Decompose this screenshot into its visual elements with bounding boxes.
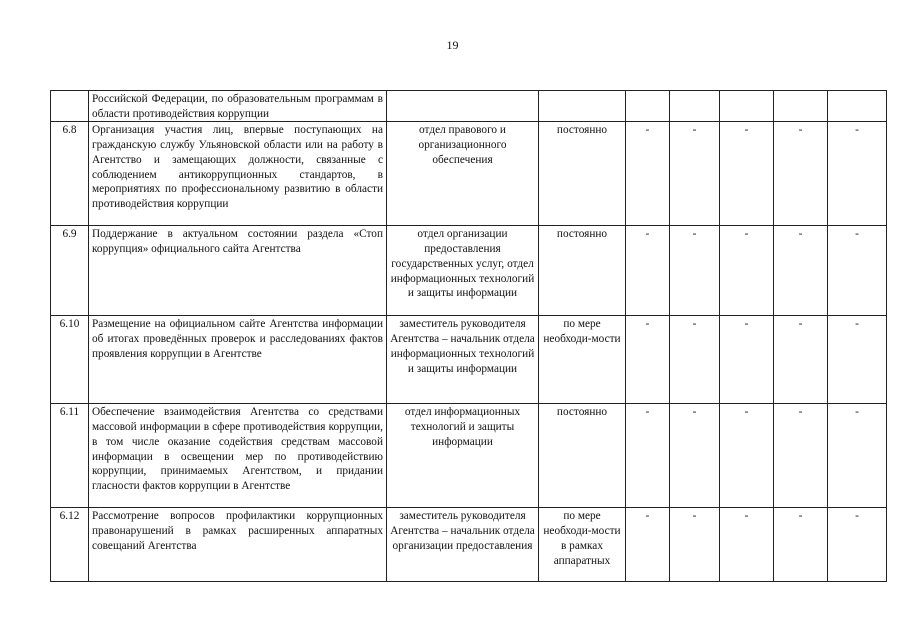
value-cell: - — [626, 404, 670, 508]
executor-cell: отдел организации предоставления государственных услуг, отдел информационных технологий и защиты информации — [387, 226, 539, 316]
activity-cell: Размещение на официальном сайте Агентства информации об итогах проведённых проверок и расследованиях фактов проявления коррупции в Агентстве — [89, 316, 387, 404]
value-cell: - — [626, 316, 670, 404]
value-cell — [720, 91, 774, 122]
value-cell: - — [828, 122, 887, 226]
anti-corruption-plan-table — [50, 90, 887, 582]
value-cell: - — [720, 508, 774, 582]
value-cell: - — [828, 316, 887, 404]
executor-cell: заместитель руководителя Агентства – начальник отдела информационных технологий и защиты информации — [387, 316, 539, 404]
value-cell: - — [774, 316, 828, 404]
table-row — [51, 508, 887, 582]
deadline-cell: по мере необходи-мости — [539, 316, 626, 404]
value-cell: - — [720, 122, 774, 226]
value-cell: - — [670, 122, 720, 226]
item-number: 6.11 — [51, 404, 89, 508]
value-cell — [774, 91, 828, 122]
activity-cell: Обеспечение взаимодействия Агентства со средствами массовой информации в сфере противодействия коррупции, в том числе оказание содействия средствам массовой информации в освещении мер по противодействию коррупции, принимаемых Агентством, и придании гласности фактов коррупции в Агентстве — [89, 404, 387, 508]
executor-cell: отдел правового и организационного обеспечения — [387, 122, 539, 226]
deadline-cell: постоянно — [539, 122, 626, 226]
item-number: 6.8 — [51, 122, 89, 226]
item-number — [51, 91, 89, 122]
value-cell: - — [670, 226, 720, 316]
activity-cell: Российской Федерации, по образовательным программам в области противодействия коррупции — [89, 91, 387, 122]
executor-cell: заместитель руководителя Агентства – начальник отдела организации предоставления — [387, 508, 539, 582]
executor-cell: отдел информационных технологий и защиты информации — [387, 404, 539, 508]
table-row — [51, 404, 887, 508]
value-cell: - — [828, 508, 887, 582]
value-cell: - — [670, 316, 720, 404]
table-row — [51, 316, 887, 404]
item-number: 6.9 — [51, 226, 89, 316]
value-cell: - — [670, 404, 720, 508]
value-cell: - — [774, 508, 828, 582]
value-cell: - — [626, 226, 670, 316]
activity-cell: Поддержание в актуальном состоянии раздела «Стоп коррупция» официального сайта Агентства — [89, 226, 387, 316]
table-row — [51, 91, 887, 122]
executor-cell — [387, 91, 539, 122]
value-cell — [626, 91, 670, 122]
value-cell: - — [774, 404, 828, 508]
deadline-cell: постоянно — [539, 226, 626, 316]
value-cell: - — [828, 404, 887, 508]
activity-cell: Организация участия лиц, впервые поступающих на гражданскую службу Ульяновской области или на работу в Агентство и замещающих должности, связанные с соблюдением антикоррупционных стандартов, в мероприятиях по профессиональному развитию в области противодействия коррупции — [89, 122, 387, 226]
value-cell: - — [828, 226, 887, 316]
value-cell: - — [774, 226, 828, 316]
value-cell: - — [670, 508, 720, 582]
value-cell: - — [720, 404, 774, 508]
deadline-cell: постоянно — [539, 404, 626, 508]
table-row — [51, 226, 887, 316]
value-cell: - — [626, 122, 670, 226]
deadline-cell: по мере необходи-мости в рамках аппаратных — [539, 508, 626, 582]
deadline-cell — [539, 91, 626, 122]
item-number: 6.10 — [51, 316, 89, 404]
value-cell: - — [720, 226, 774, 316]
activity-cell: Рассмотрение вопросов профилактики коррупционных правонарушений в рамках расширенных аппаратных совещаний Агентства — [89, 508, 387, 582]
value-cell: - — [720, 316, 774, 404]
value-cell: - — [626, 508, 670, 582]
value-cell: - — [774, 122, 828, 226]
value-cell — [670, 91, 720, 122]
value-cell — [828, 91, 887, 122]
page-number: 19 — [446, 38, 459, 52]
table-row — [51, 122, 887, 226]
item-number: 6.12 — [51, 508, 89, 582]
